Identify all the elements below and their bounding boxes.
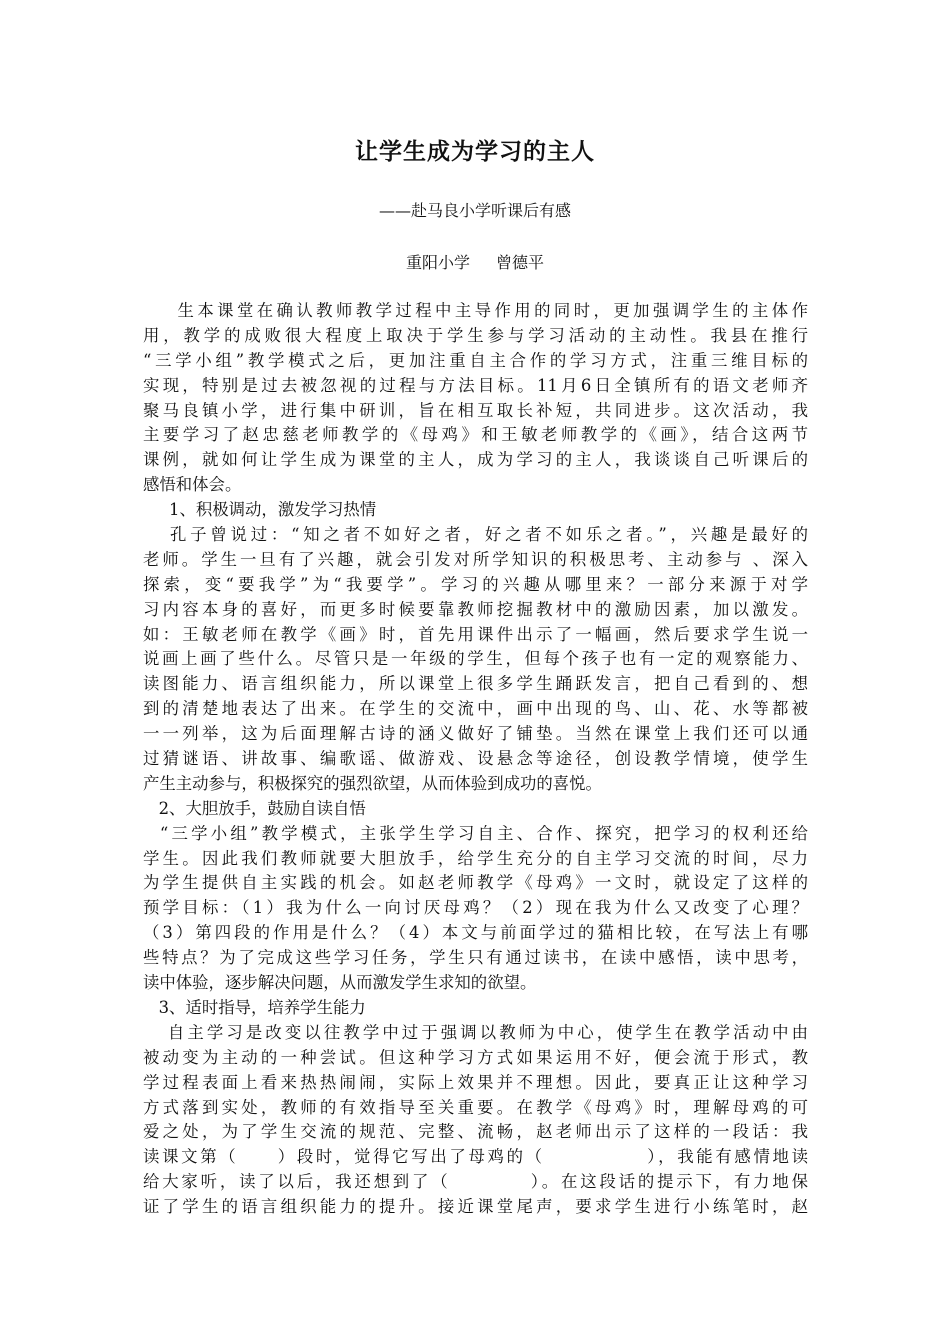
author-school: 重阳小学 bbox=[405, 253, 470, 272]
body-line: 感悟和体会。 bbox=[143, 475, 242, 495]
body-line: 被动变为主动的一种尝试。但这种学习方式如果运用不好，便会流于形式，教 bbox=[143, 1047, 808, 1067]
body-line: “三学小组”教学模式之后，更加注重自主合作的学习方式，注重三维目标的 bbox=[143, 350, 808, 370]
body-line: 些特点？为了完成这些学习任务，学生只有通过读书，在读中感悟，读中思考， bbox=[143, 948, 808, 968]
body-line: 预学目标：（1）我为什么一向讨厌母鸡？（2）现在我为什么又改变了心理？ bbox=[143, 898, 808, 918]
body-line: 实现，特别是过去被忽视的过程与方法目标。11月6日全镇所有的语文老师齐 bbox=[143, 375, 808, 395]
body-line: “三学小组”教学模式，主张学生学习自主、合作、探究，把学习的权利还给 bbox=[143, 823, 808, 843]
author-name: 曾德平 bbox=[496, 253, 545, 272]
body-line: 读中体验，逐步解决问题，从而激发学生求知的欲望。 bbox=[143, 973, 537, 993]
document-subtitle: ——赴马良小学听课后有感 bbox=[378, 201, 571, 220]
body-line: 1、积极调动，激发学习热情 bbox=[143, 500, 377, 520]
body-line: 聚马良镇小学，进行集中研训，旨在相互取长补短，共同进步。这次活动，我 bbox=[143, 400, 808, 420]
body-line: 主要学习了赵忠慈老师教学的《母鸡》和王敏老师教学的《画》，结合这两节 bbox=[143, 425, 808, 445]
document-body bbox=[143, 299, 808, 1220]
body-line: 3、适时指导，培养学生能力 bbox=[143, 997, 366, 1017]
body-line: 如：王敏老师在教学《画》时，首先用课件出示了一幅画，然后要求学生说一 bbox=[143, 624, 808, 644]
body-line: 读图能力、语言组织能力，所以课堂上很多学生踊跃发言，把自己看到的、想 bbox=[143, 674, 808, 694]
body-line: 给大家听，读了以后，我还想到了（ ）。在这段话的提示下，有力地保 bbox=[143, 1172, 808, 1192]
body-line: 生本课堂在确认教师教学过程中主导作用的同时，更加强调学生的主体作 bbox=[143, 301, 808, 320]
body-line: 产生主动参与，积极探究的强烈欲望，从而体验到成功的喜悦。 bbox=[143, 773, 602, 793]
body-line: 学生。因此我们教师就要大胆放手，给学生充分的自主学习交流的时间，尽力 bbox=[143, 848, 808, 868]
body-line: 老师。学生一旦有了兴趣，就会引发对所学知识的积极思考、主动参与 、深入 bbox=[143, 549, 808, 569]
body-line: 自主学习是改变以往教学中过于强调以教师为中心，使学生在教学活动中由 bbox=[143, 1022, 808, 1042]
body-line: 读课文第（ ）段时，觉得它写出了母鸡的（ ），我能有感情地读 bbox=[143, 1147, 808, 1167]
document-title: 让学生成为学习的主人 bbox=[355, 139, 595, 165]
body-line: （3）第四段的作用是什么？（4）本文与前面学过的猫相比较，在写法上有哪 bbox=[143, 923, 808, 943]
body-line: 学过程表面上看来热热闹闹，实际上效果并不理想。因此，要真正让这种学习 bbox=[143, 1072, 808, 1092]
body-line: 孔子曾说过：“知之者不如好之者，好之者不如乐之者。”，兴趣是最好的 bbox=[143, 525, 808, 545]
body-line: 证了学生的语言组织能力的提升。接近课堂尾声，要求学生进行小练笔时，赵 bbox=[143, 1197, 808, 1217]
author-line bbox=[0, 250, 950, 276]
body-line: 到的清楚地表达了出来。在学生的交流中，画中出现的鸟、山、花、水等都被 bbox=[143, 699, 808, 719]
body-line: 课例，就如何让学生成为课堂的主人，成为学习的主人，我谈谈自己听课后的 bbox=[143, 450, 808, 470]
body-line: 为学生提供自主实践的机会。如赵老师教学《母鸡》一文时，就设定了这样的 bbox=[143, 873, 808, 893]
body-line: 过猜谜语、讲故事、编歌谣、做游戏、设悬念等途径，创设教学情境，使学生 bbox=[143, 749, 808, 769]
body-line: 2、大胆放手，鼓励自读自悟 bbox=[143, 798, 366, 818]
body-line: 一一列举，这为后面理解古诗的涵义做好了铺垫。当然在课堂上我们还可以通 bbox=[143, 724, 808, 744]
body-line: 用，教学的成败很大程度上取决于学生参与学习活动的主动性。我县在推行 bbox=[143, 325, 808, 345]
body-line: 说画上画了些什么。尽管只是一年级的学生，但每个孩子也有一定的观察能力、 bbox=[143, 649, 808, 669]
body-line: 习内容本身的喜好，而更多时候要靠教师挖掘教材中的激励因素，加以激发。 bbox=[143, 599, 808, 619]
body-line: 探索，变“要我学”为“我要学”。学习的兴趣从哪里来？一部分来源于对学 bbox=[143, 574, 808, 594]
body-line: 爱之处，为了学生交流的规范、完整、流畅，赵老师出示了这样的一段话：我 bbox=[143, 1122, 808, 1142]
body-line: 方式落到实处，教师的有效指导至关重要。在教学《母鸡》时，理解母鸡的可 bbox=[143, 1097, 808, 1117]
